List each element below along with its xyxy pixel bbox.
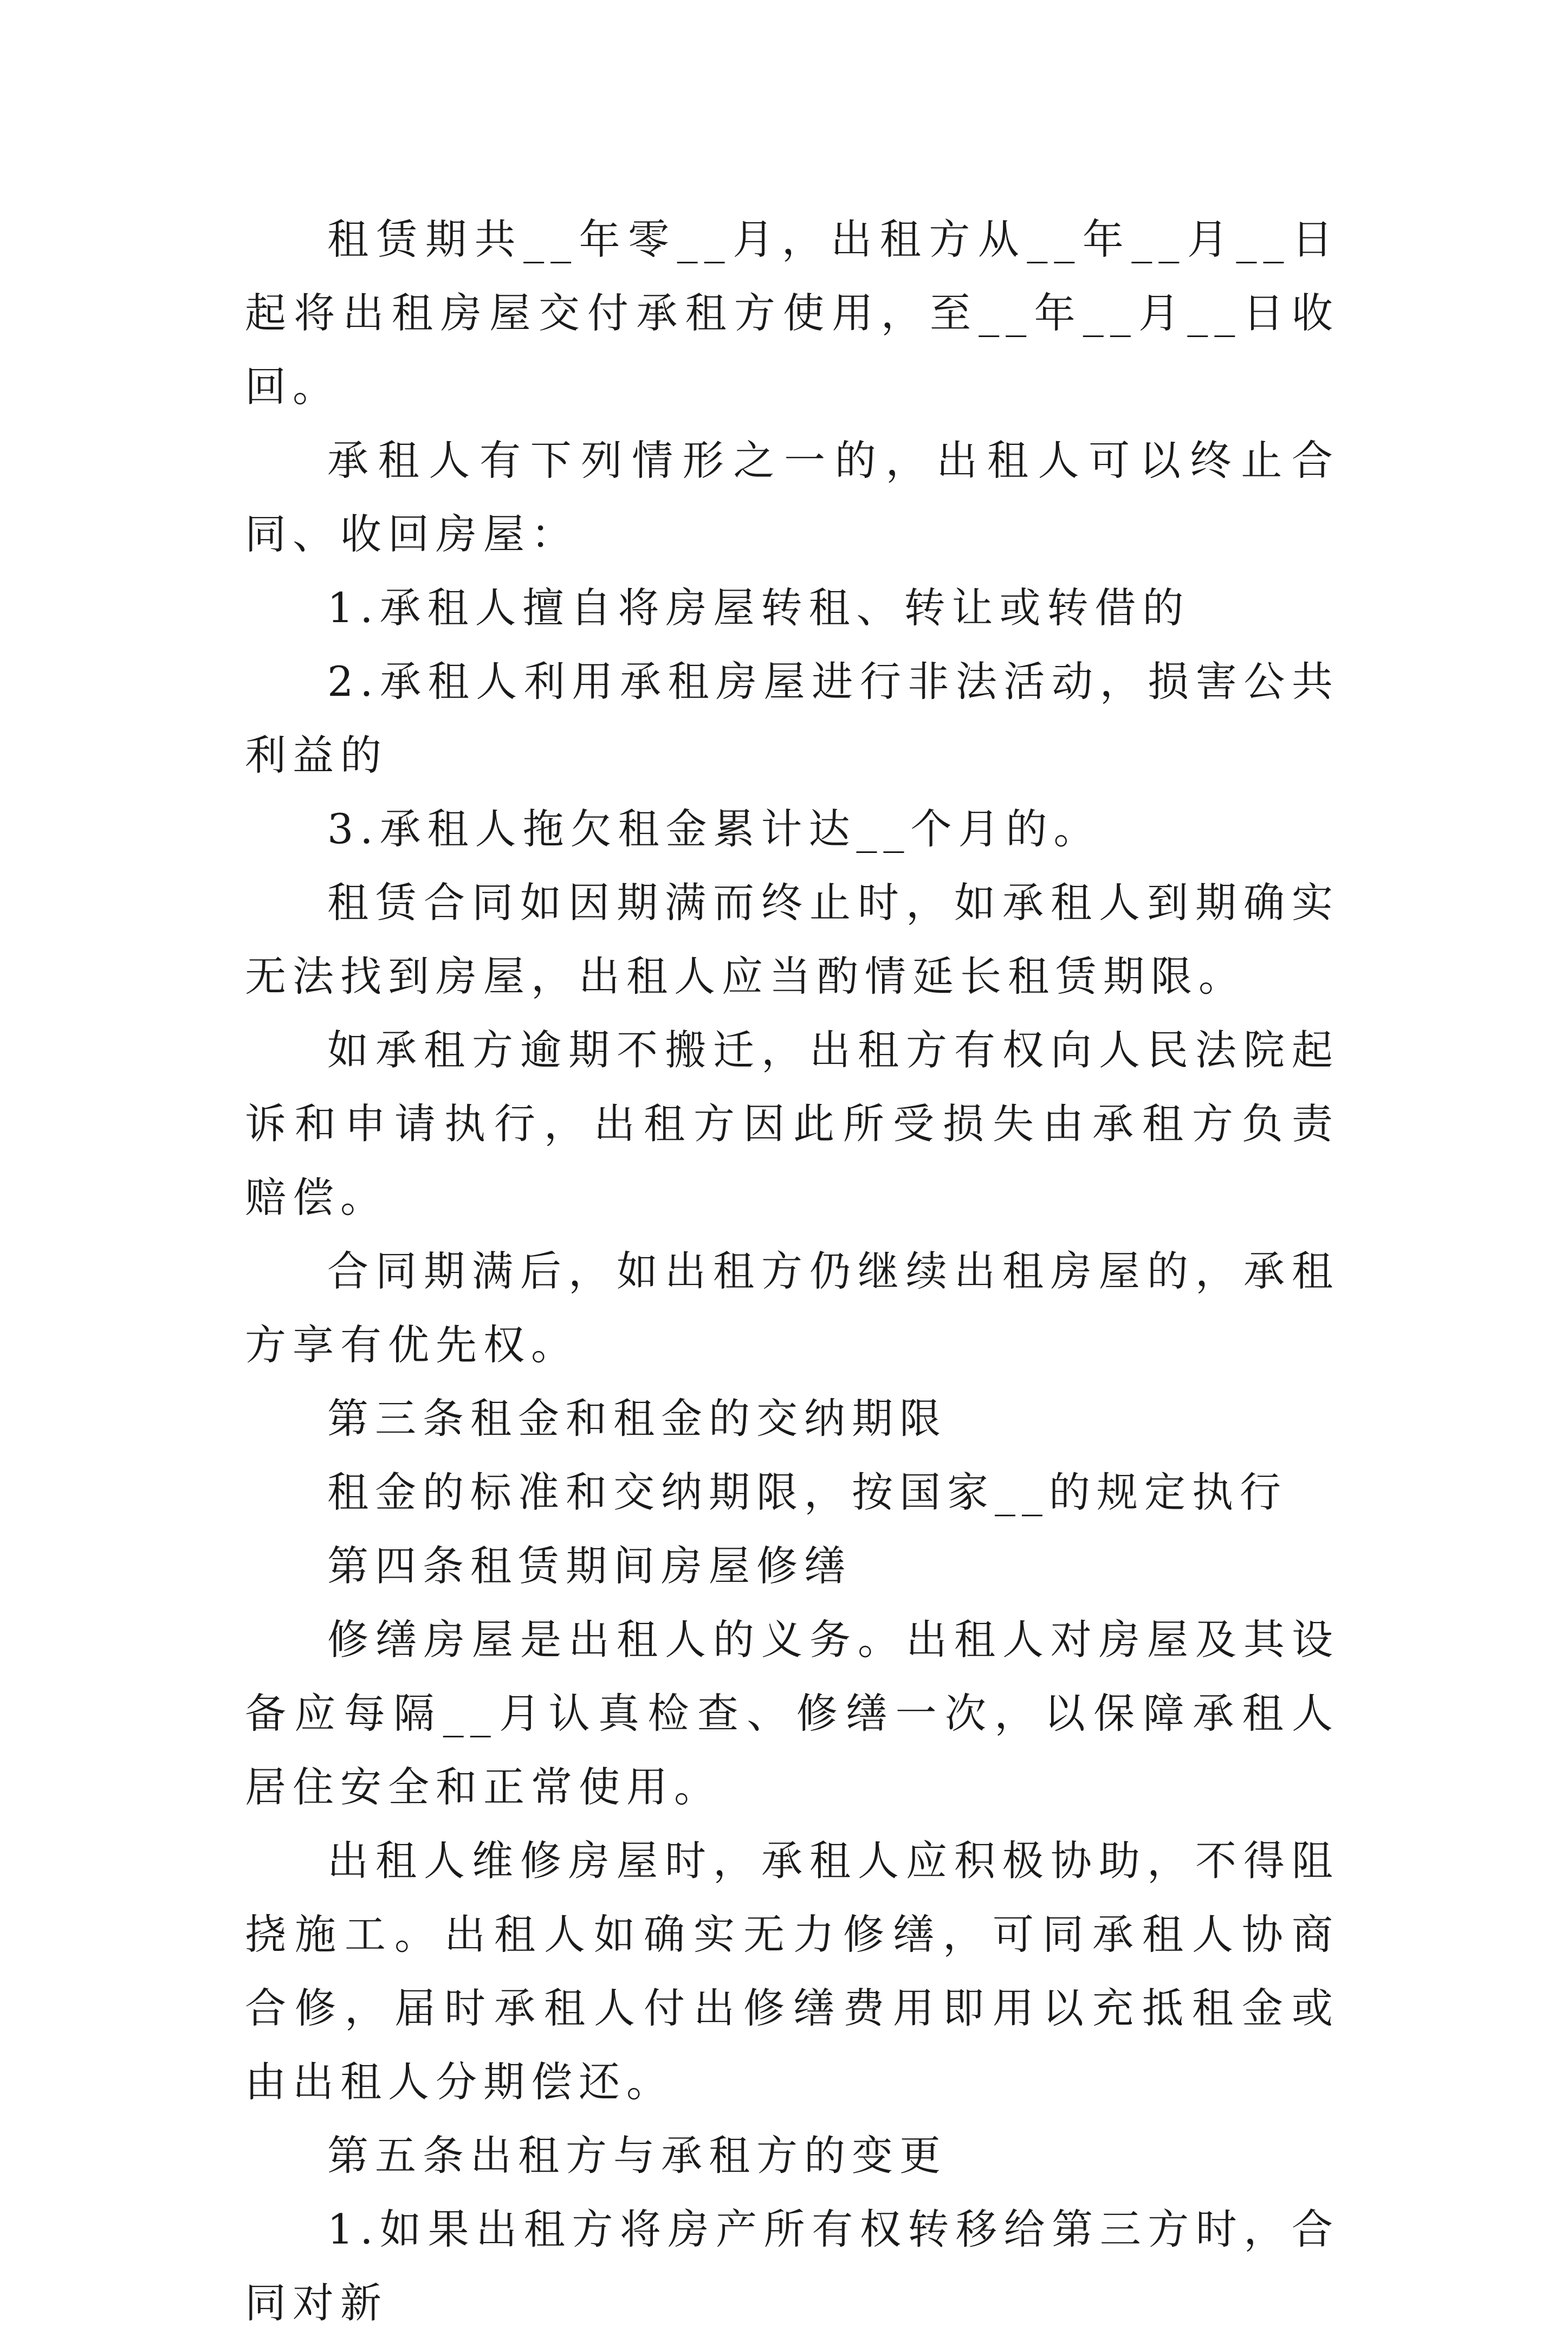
- paragraph-ownership-transfer: 1.如果出租方将房产所有权转移给第三方时，合同对新: [245, 2205, 1339, 2327]
- paragraph-repair-cooperation: 出租人维修房屋时，承租人应积极协助，不得阻挠施工。出租人如确实无力修缮，可同承租人协商合修，届时承租人付出修缮费用即用以充抵租金或由出租人分期偿还。: [245, 1837, 1339, 2106]
- paragraph-overdue-eviction: 如承租方逾期不搬迁，出租方有权向人民法院起诉和申请执行，出租方因此所受损失由承租方负责赔偿。: [245, 1026, 1339, 1221]
- document-body: [245, 203, 1339, 2340]
- paragraph-rent-standard: 租金的标准和交纳期限，按国家__的规定执行: [327, 1468, 1287, 1516]
- paragraph-condition-1: 1.承租人擅自将房屋转租、转让或转借的: [327, 584, 1190, 632]
- paragraph-lease-term: 租赁期共__年零__月，出租方从__年__月__日起将出租房屋交付承租方使用，至__年__月__日收回。: [245, 215, 1339, 411]
- paragraph-condition-3: 3.承租人拖欠租金累计达__个月的。: [327, 805, 1102, 853]
- paragraph-priority-right: 合同期满后，如出租方仍继续出租房屋的，承租方享有优先权。: [245, 1247, 1339, 1369]
- paragraph-termination-conditions: 承租人有下列情形之一的，出租人可以终止合同、收回房屋：: [245, 436, 1339, 558]
- paragraph-condition-2: 2.承租人利用承租房屋进行非法活动，损害公共利益的: [245, 657, 1339, 779]
- paragraph-repair-duty: 修缮房屋是出租人的义务。出租人对房屋及其设备应每隔__月认真检查、修缮一次，以保障承租人居住安全和正常使用。: [245, 1615, 1339, 1811]
- heading-article-5: 第五条出租方与承租方的变更: [327, 2131, 947, 2180]
- paragraph-expiry-extension: 租赁合同如因期满而终止时，如承租人到期确实无法找到房屋，出租人应当酌情延长租赁期限。: [245, 878, 1339, 1000]
- heading-article-3: 第三条租金和租金的交纳期限: [327, 1394, 947, 1443]
- heading-article-4: 第四条租赁期间房屋修缮: [327, 1542, 852, 1590]
